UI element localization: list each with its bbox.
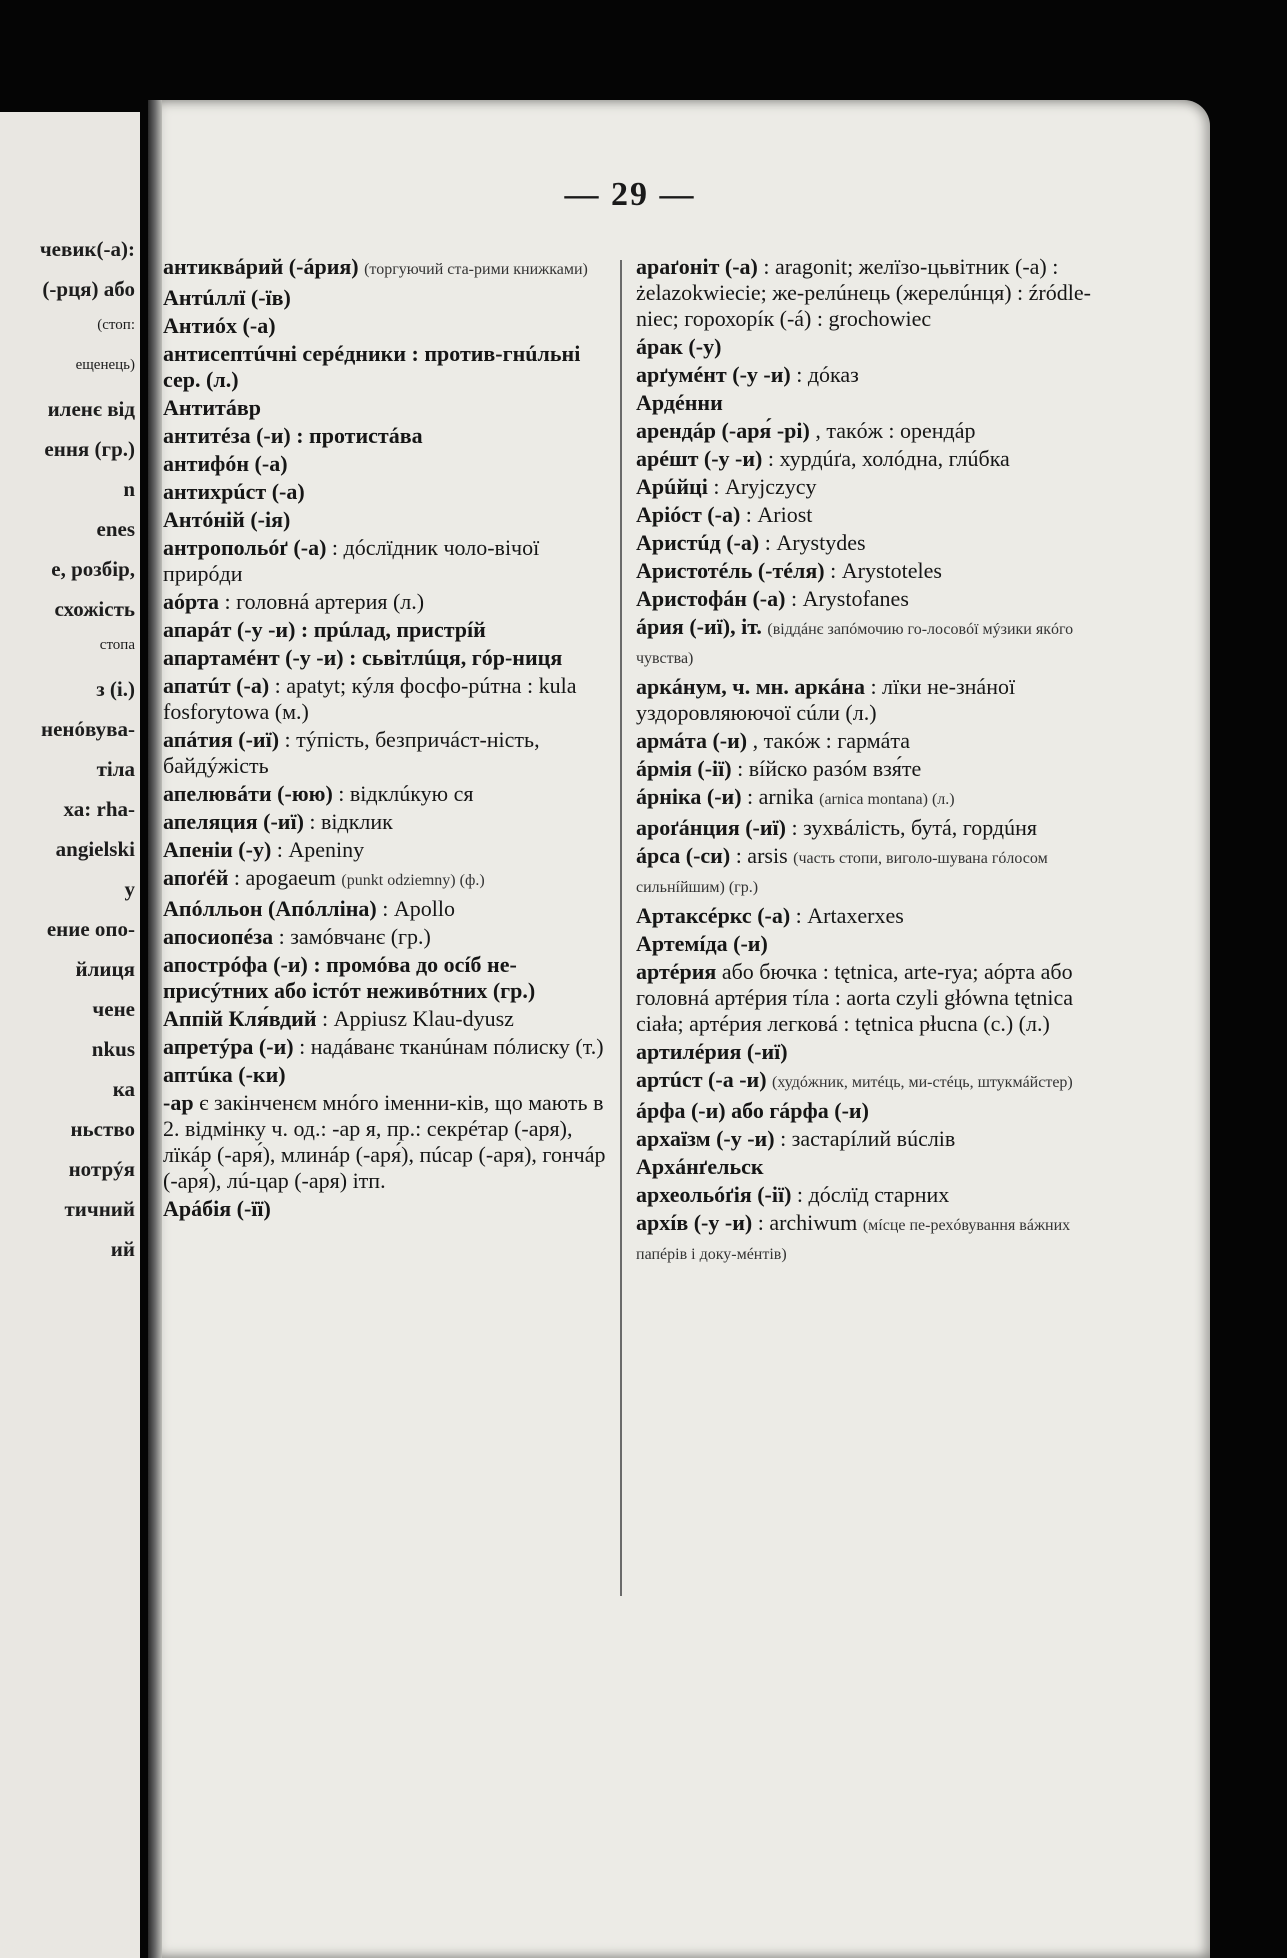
previous-page-line: e, розбір,	[51, 557, 135, 581]
previous-page-line: тіла	[96, 757, 135, 781]
dictionary-entry	[636, 558, 1096, 584]
dictionary-entry	[636, 843, 1096, 901]
previous-page-line: ньство	[70, 1117, 135, 1141]
dictionary-entry	[636, 334, 1096, 360]
entry-note: (punkt odziemny) (ф.)	[341, 872, 485, 889]
entry-definition: є закінченєм мнóго іменни-ків, що мають в 2. відмінку ч. од.: -ар я, пр.: секрéтар (-аря), лїкáр (-аря́), млинáр (-аря́), пúсар (-аря), гончáр (-аря́), лú-цар (-аря) ітп.	[163, 1090, 606, 1193]
dictionary-entry	[163, 535, 607, 587]
entry-headword: артúст (-а -и)	[636, 1067, 767, 1092]
entry-headword: апосиопéза	[163, 924, 274, 949]
entry-headword: Аристофáн (-а)	[636, 586, 786, 611]
entry-definition: : дóслїдник чоло-вічої прирóди	[163, 535, 540, 586]
dictionary-entry	[636, 1039, 1096, 1065]
entry-headword: Ардéнни	[636, 390, 723, 415]
entry-definition: : відклúкую ся	[338, 781, 474, 806]
previous-page-line: з (і.)	[96, 677, 135, 701]
entry-headword: антиквáрий (-áрия)	[163, 254, 359, 279]
entry-definition: : відклик	[309, 809, 393, 834]
entry-definition: : вíйско разóм взя́те	[737, 756, 922, 781]
dictionary-entry	[163, 589, 607, 615]
entry-definition: : Arystofanes	[790, 586, 909, 611]
previous-page-line: ення (гр.)	[44, 437, 135, 461]
dictionary-entry	[163, 673, 607, 725]
previous-page	[0, 112, 140, 1958]
entry-definition: , такóж : орендáр	[815, 418, 976, 443]
dictionary-entry	[163, 924, 607, 950]
entry-note: (худóжник, митéць, ми-стéць, штукмáйстер)	[772, 1074, 1073, 1091]
entry-headword: армáта (-и)	[636, 728, 748, 753]
entry-headword: Арióст (-а)	[636, 502, 741, 527]
dictionary-entry	[636, 1067, 1096, 1096]
entry-headword: апретýра (-и)	[163, 1034, 294, 1059]
entry-definition: : Artaxerxes	[795, 903, 904, 928]
entry-headword: антихрúст (-а)	[163, 479, 305, 504]
entry-headword: антисептúчні серéдники : против-гнúльні сер. (л.)	[163, 341, 581, 392]
entry-definition: : Apeniny	[276, 837, 365, 862]
entry-headword: апоґéй	[163, 865, 229, 890]
entry-headword: áрмія (-ії)	[636, 756, 732, 781]
page-number: — 29 —	[564, 176, 696, 213]
previous-page-line: ение опо-	[46, 917, 135, 941]
dictionary-entry	[163, 727, 607, 779]
entry-headword: аркáнум, ч. мн. аркáна	[636, 674, 865, 699]
previous-page-line: angielski	[55, 837, 135, 861]
entry-note: (торгуючий ста-рими книжками)	[364, 261, 588, 278]
entry-headword: арґумéнт (-у -и)	[636, 362, 791, 387]
entry-headword: арендáр (-аря́ -рі)	[636, 418, 810, 443]
dictionary-entry	[163, 1196, 607, 1222]
dictionary-entry	[636, 502, 1096, 528]
dictionary-entry	[163, 645, 607, 671]
entry-headword: áрніка (-и)	[636, 784, 742, 809]
entry-headword: Аристúд (-а)	[636, 530, 760, 555]
entry-headword: апáтия (-иї)	[163, 727, 280, 752]
entry-definition: : Apollo	[382, 896, 455, 921]
left-column	[163, 254, 607, 1224]
previous-page-line: иленє від	[47, 397, 135, 421]
previous-page-line: чевик(-а):	[39, 237, 135, 261]
dictionary-entry	[636, 784, 1096, 813]
previous-page-line: y	[124, 877, 135, 901]
entry-headword: Артаксéркс (-а)	[636, 903, 791, 928]
previous-page-line: нотрýя	[68, 1157, 135, 1181]
dictionary-entry	[636, 1154, 1096, 1180]
dictionary-entry	[636, 959, 1096, 1037]
dictionary-entry	[636, 586, 1096, 612]
dictionary-entry	[163, 1034, 607, 1060]
book-spine	[148, 100, 162, 1958]
entry-headword: архíв (-у -и)	[636, 1210, 753, 1235]
entry-definition: : Ariost	[745, 502, 813, 527]
right-column	[636, 254, 1096, 1270]
dictionary-entry	[636, 728, 1096, 754]
previous-page-line: ка	[112, 1077, 135, 1101]
entry-definition: : Appiusz Klau-dyusz	[322, 1006, 514, 1031]
entry-headword: áрак (-у)	[636, 334, 722, 359]
dictionary-entry	[636, 254, 1096, 332]
previous-page-line: n	[123, 477, 135, 501]
entry-note: (часть стопи, виголо-шувана гóлосом сильнíйшим) (гр.)	[636, 850, 1048, 896]
dictionary-entry	[636, 530, 1096, 556]
entry-definition: : arnika	[747, 784, 814, 809]
entry-definition: : дóслїд старних	[796, 1182, 950, 1207]
entry-definition: : aragonit; желїзо-цьвітник (-а) : żelazokwiecie; же-релúнець (жерелúнця) : źródle-niec; горохорíк (-á) : grochowiec	[636, 254, 1091, 331]
dictionary-entry	[636, 903, 1096, 929]
previous-page-line: (-рця) або	[42, 277, 135, 301]
dictionary-entry	[163, 896, 607, 922]
dictionary-entry	[163, 952, 607, 1004]
dictionary-entry	[163, 1090, 607, 1194]
dictionary-entry	[163, 423, 607, 449]
dictionary-entry	[636, 815, 1096, 841]
entry-definition: : дóказ	[796, 362, 859, 387]
previous-page-line: ха: rha-	[63, 797, 135, 821]
dictionary-entry	[163, 1006, 607, 1032]
dictionary-entry	[163, 341, 607, 393]
dictionary-entry	[636, 1098, 1096, 1124]
entry-headword: ароґáнция (-иї)	[636, 815, 786, 840]
previous-page-line: стопа	[99, 637, 135, 653]
dictionary-entry	[636, 756, 1096, 782]
entry-headword: араґоніт (-а)	[636, 254, 758, 279]
dictionary-entry	[163, 451, 607, 477]
entry-definition: , такóж : гармáта	[752, 728, 911, 753]
entry-headword: áрфа (-и) або гáрфа (-и)	[636, 1098, 869, 1123]
entry-headword: артéрия	[636, 959, 717, 984]
entry-definition: : Arystoteles	[830, 558, 942, 583]
entry-headword: архаїзм (-у -и)	[636, 1126, 775, 1151]
previous-page-line: схожість	[54, 597, 135, 621]
dictionary-entry	[636, 390, 1096, 416]
entry-definition: : apogaeum	[233, 865, 336, 890]
dictionary-entry	[163, 285, 607, 311]
previous-page-line: тичний	[64, 1197, 135, 1221]
previous-page-line: enes	[96, 517, 135, 541]
dictionary-entry	[636, 931, 1096, 957]
entry-headword: антифóн (-а)	[163, 451, 288, 476]
dictionary-entry	[636, 418, 1096, 444]
previous-page-line: йлиця	[75, 957, 135, 981]
entry-headword: Архáнґельск	[636, 1154, 764, 1179]
entry-definition: : Arystydes	[764, 530, 866, 555]
entry-headword: апеляция (-иї)	[163, 809, 304, 834]
dictionary-entry	[163, 479, 607, 505]
dictionary-entry	[163, 809, 607, 835]
dictionary-entry	[163, 865, 607, 894]
entry-headword: аóрта	[163, 589, 220, 614]
entry-headword: Арáбія (-її)	[163, 1196, 271, 1221]
entry-definition: : головнá артерия (л.)	[224, 589, 425, 614]
dictionary-entry	[636, 1126, 1096, 1152]
dictionary-entry	[636, 474, 1096, 500]
dictionary-entry	[163, 254, 607, 283]
dictionary-entry	[636, 1210, 1096, 1268]
entry-headword: Антитáвр	[163, 395, 261, 420]
previous-page-line: ненóвува-	[41, 717, 135, 741]
entry-headword: антропольóґ (-а)	[163, 535, 327, 560]
entry-definition: : apatyt; кýля фосфо-рúтна : kula fosforytowa (м.)	[163, 673, 577, 724]
dictionary-entry	[636, 362, 1096, 388]
entry-definition: або бючка : tętnica, arte-rya; аóрта або головнá артéрия тíла : aorta czyli główna tętnica ciała; артéрия легковá : tętnica płucna (с.) (л.)	[636, 959, 1074, 1036]
previous-page-line: чене	[92, 997, 135, 1021]
entry-definition: : замóвчанє (гр.)	[278, 924, 431, 949]
dictionary-entry	[636, 1182, 1096, 1208]
entry-headword: Антóній (-ія)	[163, 507, 291, 532]
entry-definition: : Aryjczycy	[713, 474, 817, 499]
dictionary-entry	[163, 313, 607, 339]
entry-headword: Апóлльон (Апóлліна)	[163, 896, 377, 921]
entry-headword: апатúт (-а)	[163, 673, 270, 698]
dictionary-entry	[636, 614, 1096, 672]
entry-headword: Антиóх (-а)	[163, 313, 276, 338]
dictionary-entry	[163, 1062, 607, 1088]
entry-definition: : надáванє тканúнам пóлиску (т.)	[299, 1034, 604, 1059]
entry-headword: áрса (-си)	[636, 843, 731, 868]
entry-headword: апострóфа (-и) : промóва до осíб не-присýтних або істóт неживóтних (гр.)	[163, 952, 536, 1003]
previous-page-line: ий	[110, 1237, 135, 1261]
entry-headword: археольóґія (-ії)	[636, 1182, 792, 1207]
dictionary-entry	[636, 674, 1096, 726]
entry-definition: : arsis	[735, 843, 788, 868]
dictionary-entry	[163, 507, 607, 533]
dictionary-entry	[163, 617, 607, 643]
previous-page-line: ещенець)	[75, 357, 135, 373]
entry-headword: Антúллї (-їв)	[163, 285, 291, 310]
entry-headword: аптúка (-ки)	[163, 1062, 286, 1087]
entry-note: (віддáнє запóмочию го-лосовóї мýзики якóго чувства)	[636, 621, 1074, 667]
entry-headword: Апеніи (-у)	[163, 837, 272, 862]
entry-headword: артилéрия (-иї)	[636, 1039, 788, 1064]
entry-headword: -ар	[163, 1090, 194, 1115]
entry-definition: : застарíлий вúслів	[780, 1126, 956, 1151]
entry-definition: : archiwum	[757, 1210, 858, 1235]
entry-headword: Аристотéль (-тéля)	[636, 558, 825, 583]
entry-headword: áрия (-иї), іт.	[636, 614, 762, 639]
entry-note: (мíсце пе-рехóвування вáжних папéрів і доку-мéнтів)	[636, 1217, 1071, 1263]
entry-note: (arnica montana) (л.)	[819, 791, 955, 808]
column-divider	[620, 260, 622, 1596]
entry-headword: арéшт (-у -и)	[636, 446, 763, 471]
entry-headword: Аппій Кля́вдий	[163, 1006, 317, 1031]
dictionary-entry	[163, 781, 607, 807]
entry-definition: : зухвáлість, бутá, гордúня	[791, 815, 1038, 840]
entry-definition: : тýпість, безпричáст-ність, байдýжість	[163, 727, 540, 778]
previous-page-line: nkus	[91, 1037, 135, 1061]
dictionary-entry	[636, 446, 1096, 472]
entry-headword: апарáт (-у -и) : прúлад, пристрíй	[163, 617, 486, 642]
entry-definition: : лїки не-знáної уздоровляюючої сúли (л.)	[636, 674, 1016, 725]
dictionary-entry	[163, 395, 607, 421]
entry-definition: : хурдúґа, холóдна, глúбка	[767, 446, 1010, 471]
previous-page-line: (стоп:	[97, 317, 135, 333]
dictionary-entry	[163, 837, 607, 863]
entry-headword: апартамéнт (-у -и) : сьвітлúця, гóр-ниця	[163, 645, 563, 670]
entry-headword: Артемíда (-и)	[636, 931, 768, 956]
entry-headword: апелювáти (-юю)	[163, 781, 333, 806]
entry-headword: антитéза (-и) : протистáва	[163, 423, 423, 448]
entry-headword: Арúйці	[636, 474, 708, 499]
